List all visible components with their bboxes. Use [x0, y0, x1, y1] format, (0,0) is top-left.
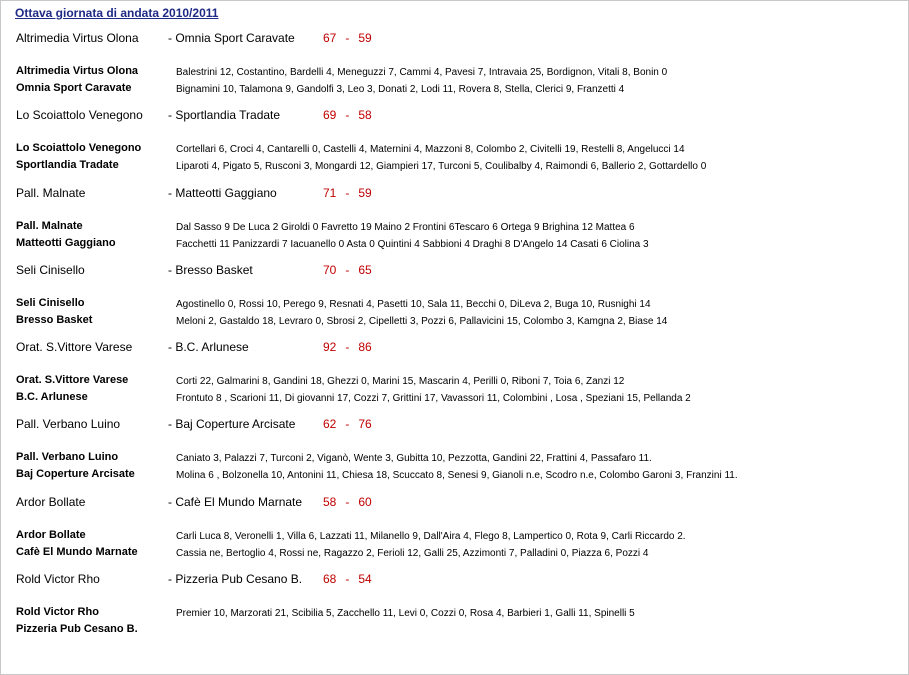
- home-team-name: Seli Cinisello: [16, 263, 85, 277]
- home-team-name: Altrimedia Virtus Olona: [16, 31, 139, 45]
- away-team-players: Bignamini 10, Talamona 9, Gandolfi 3, Leo 3, Donati 2, Lodi 11, Rovera 8, Stella, Clerici 9, Franzetti 4: [176, 84, 625, 95]
- away-team-players: Molina 6 , Bolzonella 10, Antonini 11, Chiesa 18, Scuccato 8, Senesi 9, Gianoli n.e, Scodro n.e, Colombo Garoni 3, Franzini 11.: [176, 470, 738, 481]
- home-team-scorers-row: [16, 220, 901, 236]
- home-team-label: Pall. Verbano Luino: [16, 451, 119, 463]
- away-team-scorers-row: [16, 391, 901, 407]
- away-team-label: Baj Coperture Arcisate: [16, 468, 135, 480]
- home-score: 70: [323, 263, 337, 277]
- home-score: 92: [323, 340, 337, 354]
- away-team-label: B.C. Arlunese: [16, 391, 88, 403]
- away-score: 60: [358, 495, 372, 509]
- home-team-label: Ardor Bollate: [16, 529, 86, 541]
- away-team-players: Cassia ne, Bertoglio 4, Rossi ne, Ragazzo 2, Ferioli 12, Galli 25, Azzimonti 7, Palladini 0, Piazza 6, Pozzi 4: [176, 548, 649, 559]
- match-score: [323, 340, 372, 354]
- home-team-players: Caniato 3, Palazzi 7, Turconi 2, Viganò, Wente 3, Gubitta 10, Pezzotta, Gandini 22, Frattini 4, Passafaro 11.: [176, 453, 652, 464]
- home-team-label: Pall. Malnate: [16, 220, 83, 232]
- away-team-name: - Baj Coperture Arcisate: [168, 417, 296, 431]
- match-result-row: [16, 186, 896, 202]
- match-result-row: [16, 572, 896, 588]
- match-result-row: [16, 263, 896, 279]
- away-team-name: - Omnia Sport Caravate: [168, 31, 295, 45]
- match-result-row: [16, 31, 896, 47]
- away-score: 59: [358, 186, 372, 200]
- match-score: [323, 572, 372, 586]
- away-team-scorers-row: [16, 546, 901, 562]
- match-result-row: [16, 495, 896, 511]
- home-team-name: Pall. Verbano Luino: [16, 417, 121, 431]
- away-team-players: Facchetti 11 Panizzardi 7 Iacuanello 0 Asta 0 Quintini 4 Sabbioni 4 Draghi 8 D'Angelo 14 Casati 6 Ciolina 3: [176, 239, 649, 250]
- home-team-label: Altrimedia Virtus Olona: [16, 65, 139, 77]
- match-score: [323, 417, 372, 431]
- match-score: [323, 495, 372, 509]
- home-team-scorers-row: [16, 529, 901, 545]
- home-score: 69: [323, 108, 337, 122]
- score-separator: -: [345, 108, 350, 122]
- away-score: 65: [358, 263, 372, 277]
- score-separator: -: [345, 572, 350, 586]
- match-result-row: [16, 340, 896, 356]
- match-score: [323, 186, 372, 200]
- home-team-name: Ardor Bollate: [16, 495, 86, 509]
- home-team-label: Lo Scoiattolo Venegono: [16, 142, 142, 154]
- match-result-row: [16, 108, 896, 124]
- score-separator: -: [345, 417, 350, 431]
- away-score: 54: [358, 572, 372, 586]
- home-score: 58: [323, 495, 337, 509]
- away-team-scorers-row: [16, 159, 901, 175]
- home-team-players: Carli Luca 8, Veronelli 1, Villa 6, Lazzati 11, Milanello 9, Dall'Aira 4, Flego 8, Lampertico 0, Rota 9, Carli Riccardo 2.: [176, 531, 686, 542]
- away-score: 58: [358, 108, 372, 122]
- away-team-name: - Cafè El Mundo Marnate: [168, 495, 303, 509]
- away-team-name: - Bresso Basket: [168, 263, 253, 277]
- away-team-label: Bresso Basket: [16, 314, 93, 326]
- home-team-name: Pall. Malnate: [16, 186, 86, 200]
- away-team-name: - B.C. Arlunese: [168, 340, 249, 354]
- score-separator: -: [345, 263, 350, 277]
- score-separator: -: [345, 495, 350, 509]
- away-team-scorers-row: [16, 623, 901, 639]
- home-score: 68: [323, 572, 337, 586]
- home-team-scorers-row: [16, 451, 901, 467]
- home-team-label: Orat. S.Vittore Varese: [16, 374, 129, 386]
- away-score: 86: [358, 340, 372, 354]
- home-team-players: Dal Sasso 9 De Luca 2 Giroldi 0 Favretto 19 Maino 2 Frontini 6Tescaro 6 Ortega 9 Brighina 12 Mattea 6: [176, 222, 635, 233]
- home-team-scorers-row: [16, 142, 901, 158]
- match-score: [323, 263, 372, 277]
- home-score: 67: [323, 31, 337, 45]
- home-team-scorers-row: [16, 65, 901, 81]
- away-team-name: - Sportlandia Tradate: [168, 108, 281, 122]
- home-team-scorers-row: [16, 606, 901, 622]
- away-team-scorers-row: [16, 237, 901, 253]
- away-team-label: Sportlandia Tradate: [16, 159, 119, 171]
- home-team-scorers-row: [16, 374, 901, 390]
- home-team-scorers-row: [16, 297, 901, 313]
- away-team-scorers-row: [16, 468, 901, 484]
- home-team-players: Balestrini 12, Costantino, Bardelli 4, Meneguzzi 7, Cammi 4, Pavesi 7, Intravaia 25, Bordignon, Vitali 8, Bonin 0: [176, 67, 668, 78]
- home-team-label: Seli Cinisello: [16, 297, 85, 309]
- home-team-name: Lo Scoiattolo Venegono: [16, 108, 143, 122]
- away-team-players: Frontuto 8 , Scarioni 11, Di giovanni 17, Cozzi 7, Grittini 17, Vavassori 11, Colombini , Losa , Speziani 15, Pellanda 2: [176, 393, 691, 404]
- match-score: [323, 31, 372, 45]
- away-team-scorers-row: [16, 314, 901, 330]
- home-team-players: Premier 10, Marzorati 21, Scibilia 5, Zacchello 11, Levi 0, Cozzi 0, Rosa 4, Barbieri 1, Galli 11, Spinelli 5: [176, 608, 635, 619]
- home-score: 71: [323, 186, 337, 200]
- match-score: [323, 108, 372, 122]
- away-team-label: Matteotti Gaggiano: [16, 237, 116, 249]
- away-score: 76: [358, 417, 372, 431]
- home-team-players: Cortellari 6, Croci 4, Cantarelli 0, Castelli 4, Maternini 4, Mazzoni 8, Colombo 2, Civitelli 19, Restelli 8, Angelucci 14: [176, 144, 685, 155]
- home-team-name: Rold Victor Rho: [16, 572, 100, 586]
- home-team-players: Corti 22, Galmarini 8, Gandini 18, Ghezzi 0, Marini 15, Mascarin 4, Perilli 0, Riboni 7, Toia 6, Zanzi 12: [176, 376, 625, 387]
- score-separator: -: [345, 31, 350, 45]
- home-team-label: Rold Victor Rho: [16, 606, 99, 618]
- score-separator: -: [345, 340, 350, 354]
- match-result-row: [16, 417, 896, 433]
- home-team-players: Agostinello 0, Rossi 10, Perego 9, Resnati 4, Pasetti 10, Sala 11, Becchi 0, DiLeva 2, Buga 10, Rusnighi 14: [176, 299, 651, 310]
- away-team-name: - Matteotti Gaggiano: [168, 186, 277, 200]
- away-team-label: Pizzeria Pub Cesano B.: [16, 623, 138, 635]
- away-team-players: Meloni 2, Gastaldo 18, Levraro 0, Sbrosi 2, Cipelletti 3, Pozzi 6, Pallavicini 15, Colombo 3, Kamgna 2, Biase 14: [176, 316, 668, 327]
- page-title[interactable]: Ottava giornata di andata 2010/2011: [15, 6, 219, 20]
- away-team-scorers-row: [16, 82, 901, 98]
- away-team-label: Omnia Sport Caravate: [16, 82, 132, 94]
- away-team-label: Cafè El Mundo Marnate: [16, 546, 138, 558]
- home-score: 62: [323, 417, 337, 431]
- away-team-players: Liparoti 4, Pigato 5, Rusconi 3, Mongardi 12, Giampieri 17, Turconi 5, Coulibalby 4, Raimondi 6, Ballerio 2, Gottardello 0: [176, 161, 707, 172]
- home-team-name: Orat. S.Vittore Varese: [16, 340, 133, 354]
- away-score: 59: [358, 31, 372, 45]
- score-separator: -: [345, 186, 350, 200]
- away-team-name: - Pizzeria Pub Cesano B.: [168, 572, 303, 586]
